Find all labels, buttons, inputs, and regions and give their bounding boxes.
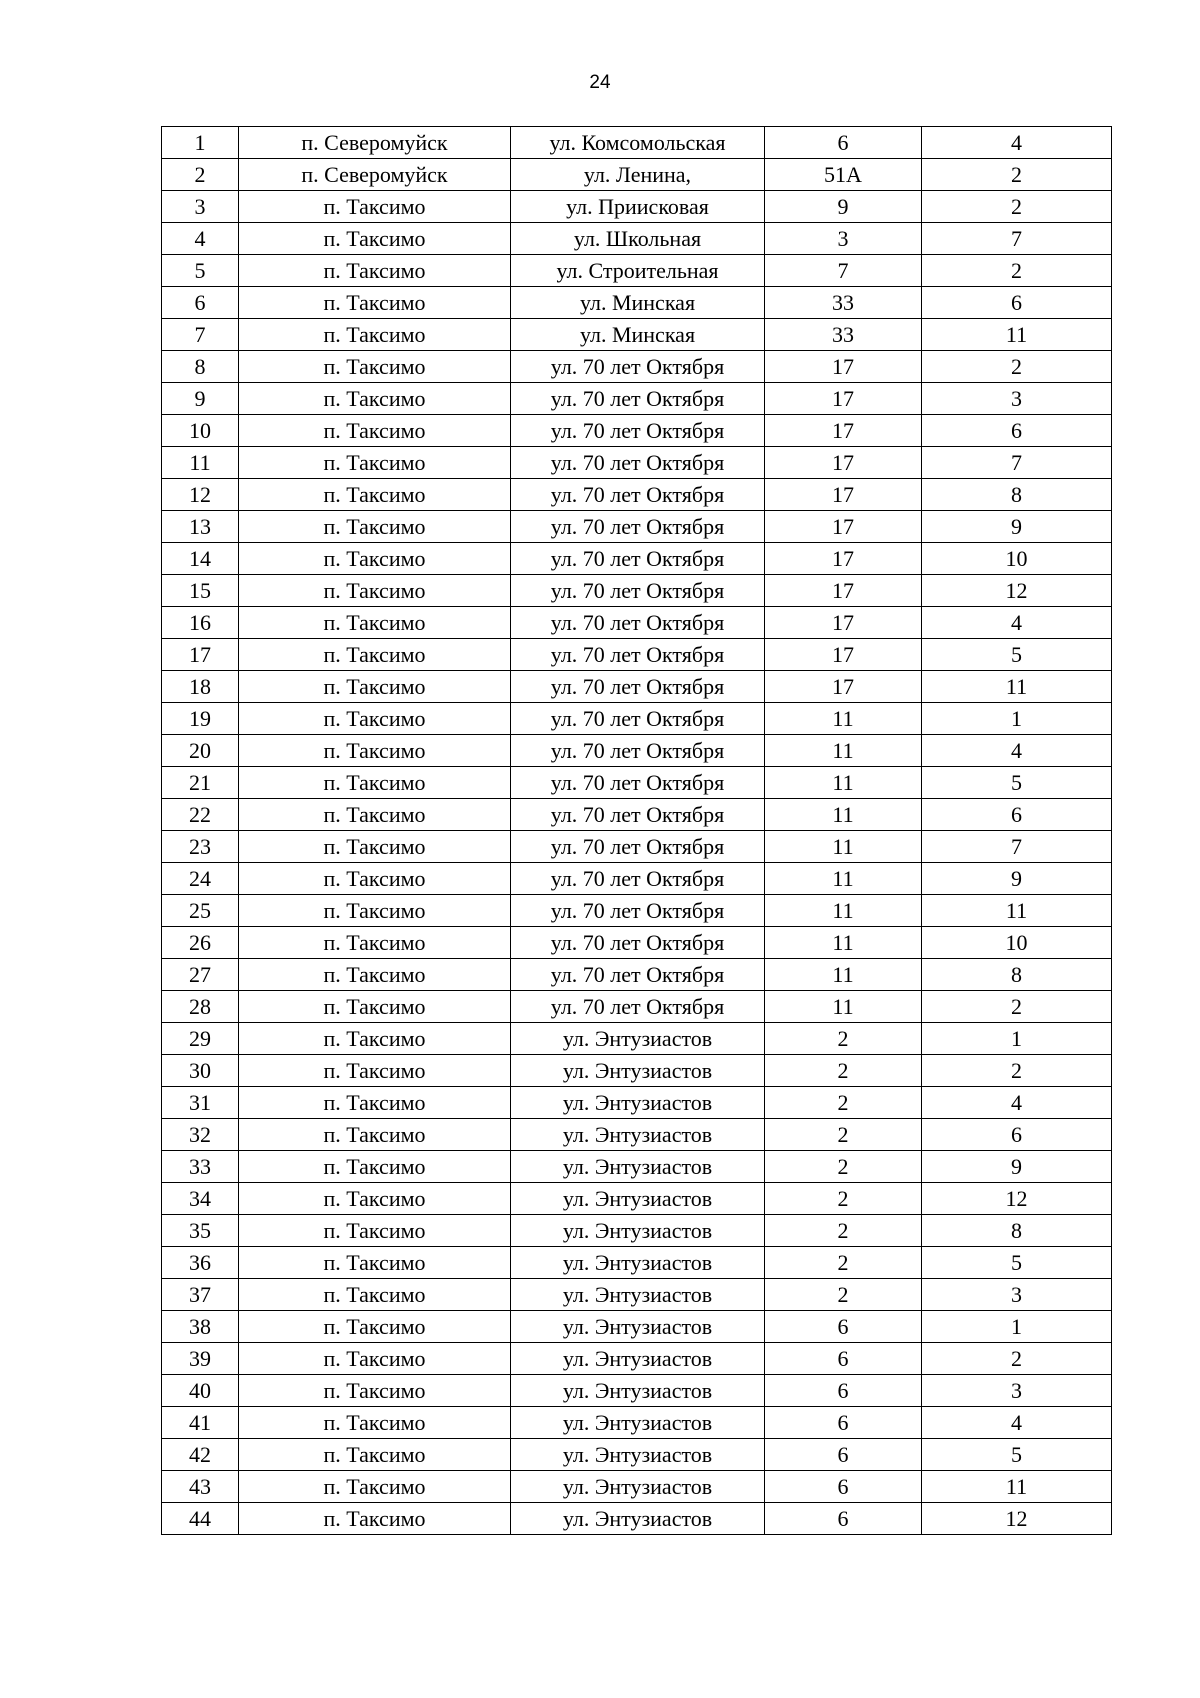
house-number-cell: 2 <box>765 1023 922 1055</box>
table-row <box>162 1087 1112 1119</box>
street-cell: ул. 70 лет Октября <box>511 383 765 415</box>
street-cell: ул. 70 лет Октября <box>511 895 765 927</box>
settlement-cell: п. Таксимо <box>239 1087 511 1119</box>
table-row <box>162 703 1112 735</box>
street-cell: ул. Энтузиастов <box>511 1087 765 1119</box>
settlement-cell: п. Таксимо <box>239 255 511 287</box>
apartment-number-cell: 9 <box>922 511 1112 543</box>
settlement-cell: п. Таксимо <box>239 1023 511 1055</box>
street-cell: ул. 70 лет Октября <box>511 351 765 383</box>
street-cell: ул. Энтузиастов <box>511 1375 765 1407</box>
table-row <box>162 287 1112 319</box>
table-row <box>162 607 1112 639</box>
row-number-cell: 41 <box>162 1407 239 1439</box>
street-cell: ул. 70 лет Октября <box>511 447 765 479</box>
street-cell: ул. 70 лет Октября <box>511 575 765 607</box>
house-number-cell: 17 <box>765 639 922 671</box>
settlement-cell: п. Таксимо <box>239 447 511 479</box>
street-cell: ул. 70 лет Октября <box>511 671 765 703</box>
apartment-number-cell: 4 <box>922 735 1112 767</box>
house-number-cell: 17 <box>765 351 922 383</box>
row-number-cell: 28 <box>162 991 239 1023</box>
house-number-cell: 11 <box>765 799 922 831</box>
table-row <box>162 863 1112 895</box>
table-row <box>162 479 1112 511</box>
table-row <box>162 383 1112 415</box>
street-cell: ул. 70 лет Октября <box>511 607 765 639</box>
settlement-cell: п. Таксимо <box>239 1311 511 1343</box>
house-number-cell: 17 <box>765 479 922 511</box>
address-table <box>161 126 1112 1535</box>
apartment-number-cell: 3 <box>922 383 1112 415</box>
apartment-number-cell: 12 <box>922 575 1112 607</box>
house-number-cell: 17 <box>765 607 922 639</box>
settlement-cell: п. Таксимо <box>239 607 511 639</box>
settlement-cell: п. Таксимо <box>239 543 511 575</box>
house-number-cell: 17 <box>765 575 922 607</box>
settlement-cell: п. Таксимо <box>239 895 511 927</box>
row-number-cell: 17 <box>162 639 239 671</box>
row-number-cell: 21 <box>162 767 239 799</box>
table-row <box>162 735 1112 767</box>
apartment-number-cell: 3 <box>922 1279 1112 1311</box>
settlement-cell: п. Таксимо <box>239 287 511 319</box>
row-number-cell: 30 <box>162 1055 239 1087</box>
street-cell: ул. 70 лет Октября <box>511 991 765 1023</box>
settlement-cell: п. Таксимо <box>239 1247 511 1279</box>
apartment-number-cell: 9 <box>922 863 1112 895</box>
house-number-cell: 2 <box>765 1247 922 1279</box>
table-row <box>162 959 1112 991</box>
apartment-number-cell: 2 <box>922 1055 1112 1087</box>
row-number-cell: 4 <box>162 223 239 255</box>
apartment-number-cell: 4 <box>922 607 1112 639</box>
row-number-cell: 22 <box>162 799 239 831</box>
settlement-cell: п. Таксимо <box>239 1279 511 1311</box>
house-number-cell: 33 <box>765 287 922 319</box>
row-number-cell: 19 <box>162 703 239 735</box>
apartment-number-cell: 11 <box>922 1471 1112 1503</box>
street-cell: ул. 70 лет Октября <box>511 415 765 447</box>
settlement-cell: п. Таксимо <box>239 671 511 703</box>
settlement-cell: п. Таксимо <box>239 575 511 607</box>
house-number-cell: 11 <box>765 991 922 1023</box>
settlement-cell: п. Таксимо <box>239 703 511 735</box>
table-row <box>162 1471 1112 1503</box>
street-cell: ул. Энтузиастов <box>511 1471 765 1503</box>
apartment-number-cell: 7 <box>922 223 1112 255</box>
table-row <box>162 351 1112 383</box>
apartment-number-cell: 8 <box>922 1215 1112 1247</box>
row-number-cell: 5 <box>162 255 239 287</box>
settlement-cell: п. Таксимо <box>239 1055 511 1087</box>
apartment-number-cell: 9 <box>922 1151 1112 1183</box>
street-cell: ул. Приисковая <box>511 191 765 223</box>
house-number-cell: 2 <box>765 1119 922 1151</box>
street-cell: ул. Энтузиастов <box>511 1183 765 1215</box>
house-number-cell: 6 <box>765 1311 922 1343</box>
street-cell: ул. Энтузиастов <box>511 1407 765 1439</box>
street-cell: ул. Энтузиастов <box>511 1151 765 1183</box>
row-number-cell: 10 <box>162 415 239 447</box>
apartment-number-cell: 5 <box>922 1439 1112 1471</box>
row-number-cell: 35 <box>162 1215 239 1247</box>
house-number-cell: 11 <box>765 767 922 799</box>
apartment-number-cell: 6 <box>922 799 1112 831</box>
row-number-cell: 16 <box>162 607 239 639</box>
apartment-number-cell: 6 <box>922 415 1112 447</box>
street-cell: ул. Энтузиастов <box>511 1343 765 1375</box>
row-number-cell: 34 <box>162 1183 239 1215</box>
table-row <box>162 1247 1112 1279</box>
street-cell: ул. 70 лет Октября <box>511 639 765 671</box>
row-number-cell: 42 <box>162 1439 239 1471</box>
table-row <box>162 767 1112 799</box>
table-row <box>162 831 1112 863</box>
street-cell: ул. Энтузиастов <box>511 1439 765 1471</box>
house-number-cell: 11 <box>765 703 922 735</box>
apartment-number-cell: 1 <box>922 1311 1112 1343</box>
street-cell: ул. 70 лет Октября <box>511 543 765 575</box>
house-number-cell: 6 <box>765 1503 922 1535</box>
house-number-cell: 2 <box>765 1151 922 1183</box>
row-number-cell: 2 <box>162 159 239 191</box>
row-number-cell: 7 <box>162 319 239 351</box>
table-body <box>162 127 1112 1535</box>
table-row <box>162 799 1112 831</box>
table-row <box>162 1503 1112 1535</box>
settlement-cell: п. Таксимо <box>239 639 511 671</box>
apartment-number-cell: 8 <box>922 959 1112 991</box>
row-number-cell: 24 <box>162 863 239 895</box>
street-cell: ул. Комсомольская <box>511 127 765 159</box>
apartment-number-cell: 10 <box>922 543 1112 575</box>
street-cell: ул. Энтузиастов <box>511 1215 765 1247</box>
table-row <box>162 1343 1112 1375</box>
street-cell: ул. Энтузиастов <box>511 1311 765 1343</box>
street-cell: ул. 70 лет Октября <box>511 863 765 895</box>
house-number-cell: 2 <box>765 1055 922 1087</box>
house-number-cell: 2 <box>765 1183 922 1215</box>
row-number-cell: 20 <box>162 735 239 767</box>
apartment-number-cell: 2 <box>922 159 1112 191</box>
apartment-number-cell: 5 <box>922 767 1112 799</box>
row-number-cell: 8 <box>162 351 239 383</box>
house-number-cell: 17 <box>765 511 922 543</box>
row-number-cell: 14 <box>162 543 239 575</box>
row-number-cell: 39 <box>162 1343 239 1375</box>
settlement-cell: п. Таксимо <box>239 767 511 799</box>
house-number-cell: 6 <box>765 1343 922 1375</box>
street-cell: ул. Энтузиастов <box>511 1023 765 1055</box>
house-number-cell: 17 <box>765 671 922 703</box>
settlement-cell: п. Таксимо <box>239 735 511 767</box>
apartment-number-cell: 4 <box>922 1087 1112 1119</box>
apartment-number-cell: 1 <box>922 703 1112 735</box>
table-row <box>162 543 1112 575</box>
table-row <box>162 1023 1112 1055</box>
house-number-cell: 17 <box>765 447 922 479</box>
house-number-cell: 6 <box>765 127 922 159</box>
settlement-cell: п. Таксимо <box>239 511 511 543</box>
table-row <box>162 319 1112 351</box>
settlement-cell: п. Таксимо <box>239 191 511 223</box>
row-number-cell: 31 <box>162 1087 239 1119</box>
street-cell: ул. Энтузиастов <box>511 1055 765 1087</box>
street-cell: ул. Строительная <box>511 255 765 287</box>
apartment-number-cell: 11 <box>922 671 1112 703</box>
house-number-cell: 6 <box>765 1375 922 1407</box>
street-cell: ул. 70 лет Октября <box>511 959 765 991</box>
settlement-cell: п. Таксимо <box>239 1471 511 1503</box>
row-number-cell: 3 <box>162 191 239 223</box>
street-cell: ул. 70 лет Октября <box>511 703 765 735</box>
row-number-cell: 13 <box>162 511 239 543</box>
table-row <box>162 191 1112 223</box>
house-number-cell: 2 <box>765 1279 922 1311</box>
house-number-cell: 17 <box>765 383 922 415</box>
row-number-cell: 23 <box>162 831 239 863</box>
row-number-cell: 26 <box>162 927 239 959</box>
settlement-cell: п. Таксимо <box>239 1503 511 1535</box>
table-row <box>162 223 1112 255</box>
street-cell: ул. 70 лет Октября <box>511 927 765 959</box>
apartment-number-cell: 6 <box>922 1119 1112 1151</box>
apartment-number-cell: 4 <box>922 1407 1112 1439</box>
house-number-cell: 9 <box>765 191 922 223</box>
settlement-cell: п. Таксимо <box>239 1215 511 1247</box>
settlement-cell: п. Таксимо <box>239 351 511 383</box>
table-row <box>162 1215 1112 1247</box>
apartment-number-cell: 1 <box>922 1023 1112 1055</box>
table-row <box>162 895 1112 927</box>
table-row <box>162 1151 1112 1183</box>
settlement-cell: п. Таксимо <box>239 1375 511 1407</box>
row-number-cell: 37 <box>162 1279 239 1311</box>
street-cell: ул. 70 лет Октября <box>511 479 765 511</box>
settlement-cell: п. Таксимо <box>239 1343 511 1375</box>
row-number-cell: 44 <box>162 1503 239 1535</box>
house-number-cell: 11 <box>765 735 922 767</box>
table-row <box>162 639 1112 671</box>
apartment-number-cell: 7 <box>922 831 1112 863</box>
table-row <box>162 415 1112 447</box>
table-row <box>162 671 1112 703</box>
apartment-number-cell: 3 <box>922 1375 1112 1407</box>
row-number-cell: 43 <box>162 1471 239 1503</box>
table-row <box>162 1055 1112 1087</box>
row-number-cell: 12 <box>162 479 239 511</box>
house-number-cell: 51А <box>765 159 922 191</box>
settlement-cell: п. Таксимо <box>239 319 511 351</box>
apartment-number-cell: 4 <box>922 127 1112 159</box>
street-cell: ул. Минская <box>511 319 765 351</box>
street-cell: ул. 70 лет Октября <box>511 831 765 863</box>
apartment-number-cell: 7 <box>922 447 1112 479</box>
house-number-cell: 6 <box>765 1471 922 1503</box>
settlement-cell: п. Таксимо <box>239 1439 511 1471</box>
street-cell: ул. 70 лет Октября <box>511 511 765 543</box>
settlement-cell: п. Северомуйск <box>239 159 511 191</box>
house-number-cell: 17 <box>765 543 922 575</box>
row-number-cell: 33 <box>162 1151 239 1183</box>
table-row <box>162 127 1112 159</box>
row-number-cell: 6 <box>162 287 239 319</box>
row-number-cell: 36 <box>162 1247 239 1279</box>
row-number-cell: 9 <box>162 383 239 415</box>
apartment-number-cell: 12 <box>922 1503 1112 1535</box>
row-number-cell: 38 <box>162 1311 239 1343</box>
page-number: 24 <box>589 72 611 93</box>
settlement-cell: п. Таксимо <box>239 1151 511 1183</box>
house-number-cell: 11 <box>765 927 922 959</box>
settlement-cell: п. Таксимо <box>239 383 511 415</box>
apartment-number-cell: 6 <box>922 287 1112 319</box>
row-number-cell: 32 <box>162 1119 239 1151</box>
settlement-cell: п. Таксимо <box>239 959 511 991</box>
apartment-number-cell: 12 <box>922 1183 1112 1215</box>
row-number-cell: 1 <box>162 127 239 159</box>
table-row <box>162 1119 1112 1151</box>
street-cell: ул. Энтузиастов <box>511 1247 765 1279</box>
apartment-number-cell: 10 <box>922 927 1112 959</box>
table-row <box>162 255 1112 287</box>
house-number-cell: 11 <box>765 831 922 863</box>
apartment-number-cell: 2 <box>922 255 1112 287</box>
street-cell: ул. Энтузиастов <box>511 1279 765 1311</box>
settlement-cell: п. Таксимо <box>239 1119 511 1151</box>
table-row <box>162 159 1112 191</box>
settlement-cell: п. Таксимо <box>239 991 511 1023</box>
street-cell: ул. Энтузиастов <box>511 1119 765 1151</box>
settlement-cell: п. Таксимо <box>239 415 511 447</box>
street-cell: ул. 70 лет Октября <box>511 799 765 831</box>
house-number-cell: 6 <box>765 1407 922 1439</box>
table-row <box>162 1407 1112 1439</box>
street-cell: ул. Энтузиастов <box>511 1503 765 1535</box>
house-number-cell: 2 <box>765 1087 922 1119</box>
row-number-cell: 40 <box>162 1375 239 1407</box>
row-number-cell: 29 <box>162 1023 239 1055</box>
settlement-cell: п. Северомуйск <box>239 127 511 159</box>
table-row <box>162 1311 1112 1343</box>
settlement-cell: п. Таксимо <box>239 1407 511 1439</box>
house-number-cell: 7 <box>765 255 922 287</box>
apartment-number-cell: 8 <box>922 479 1112 511</box>
street-cell: ул. Ленина, <box>511 159 765 191</box>
row-number-cell: 15 <box>162 575 239 607</box>
table-row <box>162 511 1112 543</box>
table-row <box>162 447 1112 479</box>
table-row <box>162 991 1112 1023</box>
table-row <box>162 927 1112 959</box>
house-number-cell: 11 <box>765 959 922 991</box>
row-number-cell: 25 <box>162 895 239 927</box>
settlement-cell: п. Таксимо <box>239 831 511 863</box>
street-cell: ул. Минская <box>511 287 765 319</box>
apartment-number-cell: 2 <box>922 991 1112 1023</box>
apartment-number-cell: 11 <box>922 319 1112 351</box>
settlement-cell: п. Таксимо <box>239 799 511 831</box>
street-cell: ул. Школьная <box>511 223 765 255</box>
apartment-number-cell: 5 <box>922 1247 1112 1279</box>
house-number-cell: 11 <box>765 895 922 927</box>
row-number-cell: 27 <box>162 959 239 991</box>
house-number-cell: 33 <box>765 319 922 351</box>
settlement-cell: п. Таксимо <box>239 223 511 255</box>
house-number-cell: 17 <box>765 415 922 447</box>
table-row <box>162 1279 1112 1311</box>
house-number-cell: 11 <box>765 863 922 895</box>
table-row <box>162 1375 1112 1407</box>
settlement-cell: п. Таксимо <box>239 479 511 511</box>
house-number-cell: 6 <box>765 1439 922 1471</box>
table-row <box>162 1183 1112 1215</box>
settlement-cell: п. Таксимо <box>239 863 511 895</box>
apartment-number-cell: 11 <box>922 895 1112 927</box>
apartment-number-cell: 5 <box>922 639 1112 671</box>
apartment-number-cell: 2 <box>922 351 1112 383</box>
table-row <box>162 575 1112 607</box>
street-cell: ул. 70 лет Октября <box>511 767 765 799</box>
row-number-cell: 18 <box>162 671 239 703</box>
apartment-number-cell: 2 <box>922 191 1112 223</box>
house-number-cell: 2 <box>765 1215 922 1247</box>
house-number-cell: 3 <box>765 223 922 255</box>
table-row <box>162 1439 1112 1471</box>
apartment-number-cell: 2 <box>922 1343 1112 1375</box>
street-cell: ул. 70 лет Октября <box>511 735 765 767</box>
row-number-cell: 11 <box>162 447 239 479</box>
settlement-cell: п. Таксимо <box>239 1183 511 1215</box>
settlement-cell: п. Таксимо <box>239 927 511 959</box>
